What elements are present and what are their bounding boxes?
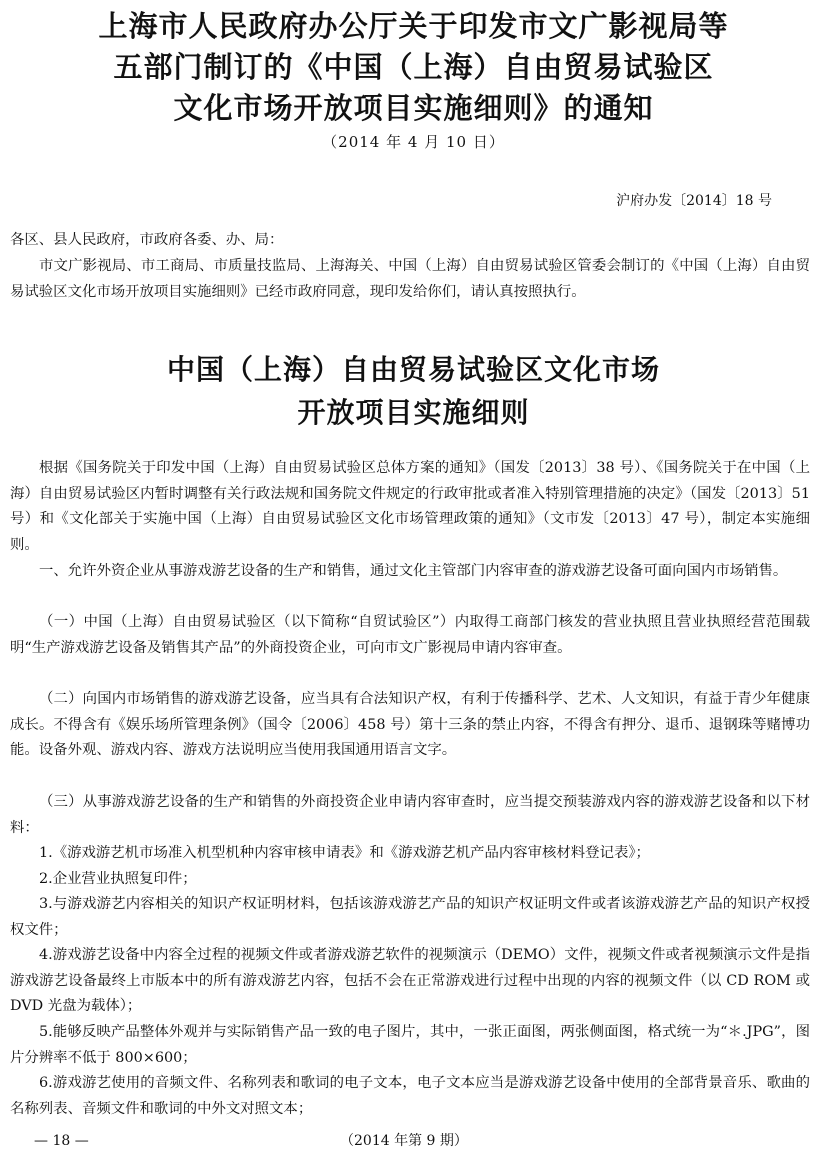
rules-paragraph-item-3: （三）从事游戏游艺设备的生产和销售的外商投资企业申请内容审查时，应当提交预装游戏内容的游戏游艺设备和以下材料：	[10, 794, 810, 836]
rules-paragraph-item-1: （一）中国（上海）自由贸易试验区（以下简称“自贸试验区”）内取得工商部门核发的营业执照且营业执照经营范围载明“生产游戏游艺设备及销售其产品”的外商投资企业，可向市文广影视局申请内容审查。	[10, 614, 810, 656]
rules-paragraph-preamble: 根据《国务院关于印发中国（上海）自由贸易试验区总体方案的通知》（国发〔2013〕38 号）、《国务院关于在中国（上海）自由贸易试验区内暂时调整有关行政法规和国务院文件规定的行政审批或者准入特别管理措施的决定》（国发〔2013〕51 号）和《文化部关于实施中国（上海）自由贸易试验区文化市场管理政策的通知》（文市发〔2013〕47 号），制定本实施细则。	[10, 460, 810, 553]
rules-paragraph-material-4: 4.游戏游艺设备中内容全过程的视频文件或者游戏游艺软件的视频演示（DEMO）文件，视频文件或者视频演示文件是指游戏游艺设备最终上市版本中的所有游戏游艺内容，包括不会在正常游戏进行过程中出现的内容的视频文件（以 CD ROM 或 DVD 光盘为载体）；	[10, 947, 810, 1015]
rules-paragraph-material-3: 3.与游戏游艺内容相关的知识产权证明材料，包括该游戏游艺产品的知识产权证明文件或者该游戏游艺产品的知识产权授权文件；	[10, 896, 810, 938]
notice-title-line-1: 上海市人民政府办公厅关于印发市文广影视局等	[98, 9, 729, 43]
rules-paragraph-material-5: 5.能够反映产品整体外观并与实际销售产品一致的电子图片，其中，一张正面图，两张侧面图，格式统一为“＊.JPG”，图片分辨率不低于 800×600；	[10, 1024, 810, 1066]
document-number: 沪府办发〔2014〕18 号	[616, 193, 772, 209]
page-number: — 18 —	[34, 1133, 89, 1149]
notice-title	[20, 6, 807, 129]
addressee: 各区、县人民政府，市政府各委、办、局：	[10, 232, 284, 248]
issue-label: （2014 年第 9 期）	[340, 1133, 468, 1149]
rules-paragraph-article-1: 一、允许外资企业从事游戏游艺设备的生产和销售，通过文化主管部门内容审查的游戏游艺设备可面向国内市场销售。	[39, 563, 788, 579]
rules-title	[20, 348, 807, 434]
notice-body: 市文广影视局、市工商局、市质量技监局、上海海关、中国（上海）自由贸易试验区管委会制订的《中国（上海）自由贸易试验区文化市场开放项目实施细则》已经市政府同意，现印发给你们，请认真按照执行。	[10, 258, 810, 300]
rules-title-line-2: 开放项目实施细则	[297, 396, 530, 429]
rules-paragraph-material-6: 6.游戏游艺使用的音频文件、名称列表和歌词的电子文本，电子文本应当是游戏游艺设备中使用的全部背景音乐、歌曲的名称列表、音频文件和歌词的中外文对照文本；	[10, 1075, 810, 1117]
rules-paragraph-material-2: 2.企业营业执照复印件；	[39, 871, 197, 887]
notice-title-line-3: 文化市场开放项目实施细则》的通知	[173, 91, 654, 125]
rules-paragraph-item-2: （二）向国内市场销售的游戏游艺设备，应当具有合法知识产权，有利于传播科学、艺术、人文知识，有益于青少年健康成长。不得含有《娱乐场所管理条例》（国令〔2006〕458 号）第十三条的禁止内容，不得含有押分、退币、退钢珠等赌博功能。设备外观、游戏内容、游戏方法说明应当使用我国通用语言文字。	[10, 691, 810, 759]
rules-title-line-1: 中国（上海）自由贸易试验区文化市场	[166, 353, 660, 386]
issue-date: （2014 年 4 月 10 日）	[322, 133, 505, 151]
notice-title-line-2: 五部门制订的《中国（上海）自由贸易试验区	[113, 50, 714, 84]
rules-paragraph-material-1: 1.《游戏游艺机市场准入机型机种内容审核申请表》和《游戏游艺机产品内容审核材料登记表》；	[39, 845, 650, 861]
